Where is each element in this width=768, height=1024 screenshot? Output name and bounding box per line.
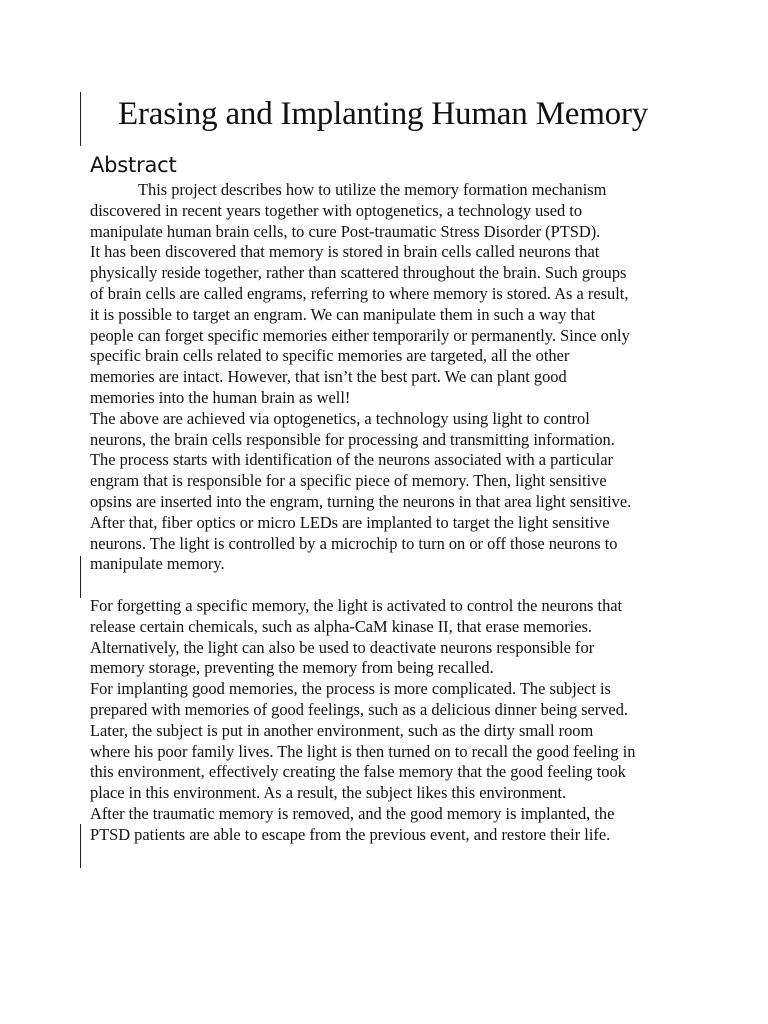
document-title: Erasing and Implanting Human Memory: [118, 96, 649, 132]
section-heading-abstract: Abstract: [90, 153, 177, 177]
margin-change-bar: [80, 556, 81, 598]
text-line: opsins are inserted into the engram, turning the neurons in that area light sensitive.: [90, 491, 632, 511]
text-line: After the traumatic memory is removed, and the good memory is implanted, the: [90, 803, 615, 823]
text-line: specific brain cells related to specific memories are targeted, all the other: [90, 346, 570, 366]
text-line: Later, the subject is put in another environment, such as the dirty small room: [90, 720, 594, 740]
text-line: Alternatively, the light can also be used to deactivate neurons responsible for: [90, 637, 595, 657]
text-line: memories are intact. However, that isn’t the best part. We can plant good: [90, 367, 567, 387]
margin-change-bar: [80, 92, 81, 146]
text-line: After that, fiber optics or micro LEDs are implanted to target the light sensitive: [90, 512, 610, 532]
paragraph: [90, 180, 690, 242]
text-line: It has been discovered that memory is stored in brain cells called neurons that: [90, 242, 600, 262]
text-line: manipulate human brain cells, to cure Post-traumatic Stress Disorder (PTSD).: [90, 221, 601, 241]
text-line: This project describes how to utilize the memory formation mechanism: [138, 180, 607, 199]
text-line: For forgetting a specific memory, the light is activated to control the neurons that: [90, 595, 623, 615]
text-line: neurons. The light is controlled by a microchip to turn on or off those neurons to: [90, 533, 618, 553]
text-line: PTSD patients are able to escape from the previous event, and restore their life.: [90, 824, 611, 844]
paragraph-spacer: [90, 575, 690, 596]
text-line: The process starts with identification of the neurons associated with a particular: [90, 450, 613, 470]
text-line: engram that is responsible for a specific piece of memory. Then, light sensitive: [90, 471, 607, 491]
text-line: physically reside together, rather than scattered throughout the brain. Such groups: [90, 263, 627, 283]
text-line: For implanting good memories, the process is more complicated. The subject is: [90, 679, 611, 699]
text-line: neurons, the brain cells responsible for processing and transmitting information.: [90, 429, 615, 449]
document-body: [90, 180, 690, 846]
paragraph: [90, 679, 690, 804]
paragraph: [90, 596, 690, 679]
paragraph: [90, 409, 690, 575]
text-line: memories into the human brain as well!: [90, 387, 351, 407]
text-line: manipulate memory.: [90, 554, 225, 574]
text-line: The above are achieved via optogenetics, a technology using light to control: [90, 408, 590, 428]
text-line: where his poor family lives. The light is then turned on to recall the good feeling in: [90, 741, 636, 761]
text-line: discovered in recent years together with optogenetics, a technology used to: [90, 200, 583, 220]
paragraph: [90, 242, 690, 408]
text-line: this environment, effectively creating the false memory that the good feeling took: [90, 762, 626, 782]
text-line: people can forget specific memories either temporarily or permanently. Since only: [90, 325, 630, 345]
text-line: place in this environment. As a result, the subject likes this environment.: [90, 783, 567, 803]
paragraph: [90, 804, 690, 846]
text-line: memory storage, preventing the memory from being recalled.: [90, 658, 494, 678]
text-line: of brain cells are called engrams, referring to where memory is stored. As a result,: [90, 283, 629, 303]
text-line: release certain chemicals, such as alpha-CaM kinase II, that erase memories.: [90, 616, 592, 636]
margin-change-bar: [80, 824, 81, 868]
text-line: prepared with memories of good feelings, such as a delicious dinner being served.: [90, 699, 629, 719]
text-line: it is possible to target an engram. We can manipulate them in such a way that: [90, 304, 596, 324]
